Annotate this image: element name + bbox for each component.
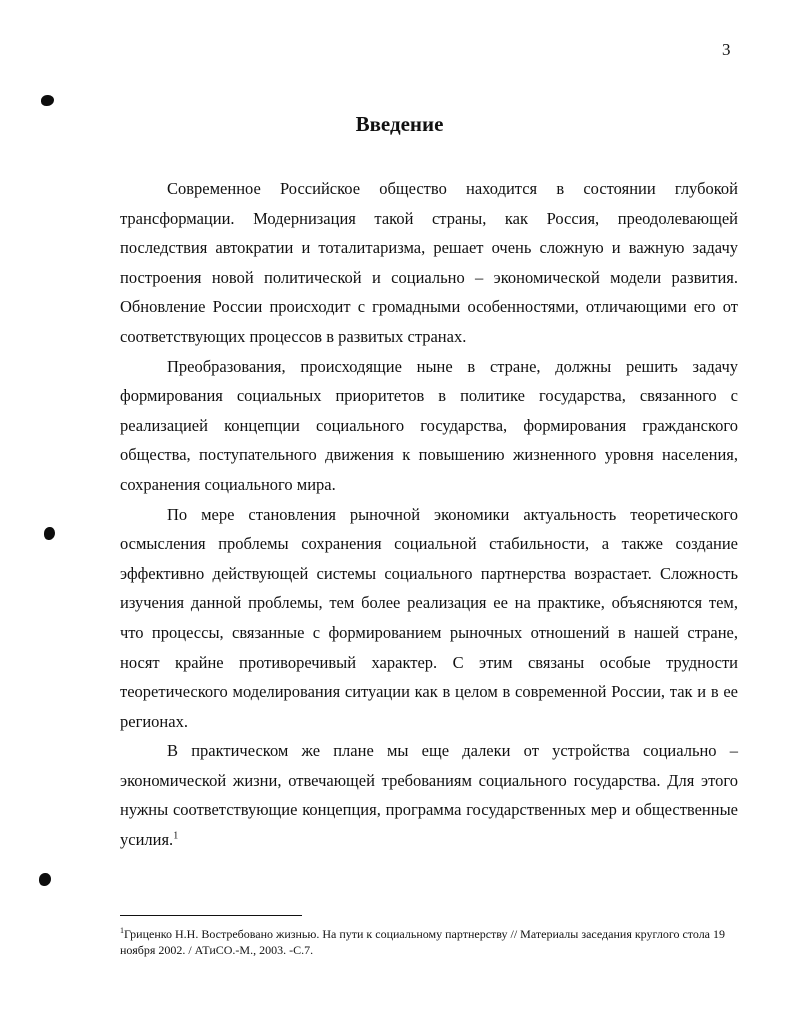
footnote-divider [120, 915, 302, 916]
scan-blot-middle [44, 527, 55, 540]
scan-blot-top [41, 95, 54, 106]
page-title: Введение [355, 112, 444, 136]
footnote [120, 926, 738, 958]
scan-blot-bottom [39, 873, 51, 886]
paragraph-1: Современное Российское общество находится в состоянии глубокой трансформации. Модернизация такой страны, как Россия, преодолевающей последствия автократии и тоталитаризма, решает очень сложную и важную задачу построения новой политической и социально – экономической модели развития. Обновление России происходит с громадными особенностями, отличающими его от соответствующих процессов в развитых странах. [120, 179, 738, 346]
page-number: 3 [722, 40, 731, 59]
footnote-marker: 1 [120, 926, 124, 935]
paragraph-4: В практическом же плане мы еще далеки от устройства социально – экономической жизни, отвечающей требованиям социального государства. Для этого нужны соответствующие концепция, программа государственных мер и общественные усилия.$^1$ [120, 741, 738, 850]
paragraph-3: По мере становления рыночной экономики актуальность теоретического осмысления проблемы сохранения социальной стабильности, а также создание эффективно действующей системы социального партнерства возрастает. Сложность изучения данной проблемы, тем более реализация ее на практике, объясняются тем, что процессы, связанные с формированием рыночных отношений в нашей стране, носят крайне противоречивый характер. С этим связаны особые трудности теоретического моделирования ситуации как в целом в современной России, так и в ее регионах. [120, 504, 738, 731]
body-text [120, 174, 738, 855]
footnote-text: Гриценко Н.Н. Востребовано жизнью. На пути к социальному партнерству // Материалы заседания круглого стола 19 ноября 2002. / АТиСО.-М., 2003. -С.7. [120, 927, 726, 957]
footnote-reference: 1 [173, 830, 179, 842]
paragraph-2: Преобразования, происходящие ныне в стране, должны решить задачу формирования социальных приоритетов в политике государства, связанного с реализацией концепции социального государства, формирования гражданского общества, поступательного движения к повышению жизненного уровня населения, сохранения социального мира. [120, 356, 738, 494]
